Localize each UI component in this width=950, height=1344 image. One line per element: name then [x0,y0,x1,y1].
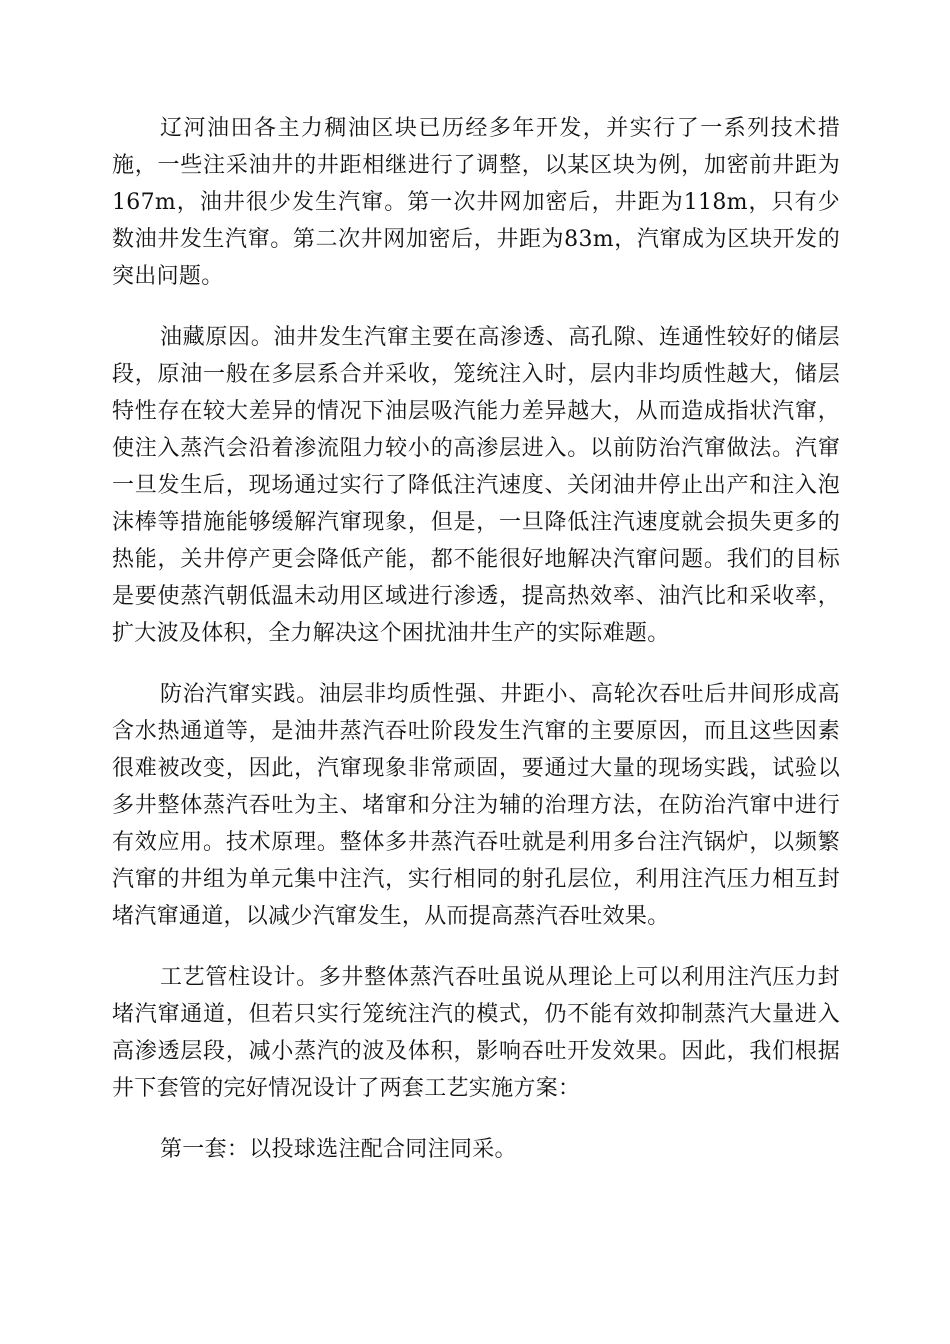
paragraph-plan-one: 第一套：以投球选注配合同注同采。 [160,1137,517,1162]
paragraph-intro: 辽河油田各主力稠油区块已历经多年开发，并实行了一系列技术措施，一些注采油井的井距相继进行了调整，以某区块为例，加密前井距为167m，油井很少发生汽窜。第一次井网加密后，井距为118m，只有少数油井发生汽窜。第二次井网加密后，井距为83m，汽窜成为区块开发的突出问题。 [112,116,840,289]
paragraph-reservoir-causes: 油藏原因。油井发生汽窜主要在高渗透、高孔隙、连通性较好的储层段，原油一般在多层系合并采收，笼统注入时，层内非均质性越大，储层特性存在较大差异的情况下油层吸汽能力差异越大，从而造成指状汽窜，使注入蒸汽会沿着渗流阻力较小的高渗层进入。以前防治汽窜做法。汽窜一旦发生后，现场通过实行了降低注汽速度、关闭油井停止出产和注入泡沫棒等措施能够缓解汽窜现象，但是，一旦降低注汽速度就会损失更多的热能，关井停产更会降低产能，都不能很好地解决汽窜问题。我们的目标是要使蒸汽朝低温未动用区域进行渗透，提高热效率、油汽比和采收率，扩大波及体积，全力解决这个困扰油井生产的实际难题。 [112,325,840,646]
document-body [112,110,840,1192]
paragraph-string-design: 工艺管柱设计。多井整体蒸汽吞吐虽说从理论上可以利用注汽压力封堵汽窜通道，但若只实行笼统注汽的模式，仍不能有效抑制蒸汽大量进入高渗透层段，减小蒸汽的波及体积，影响吞吐开发效果。因此，我们根据井下套管的完好情况设计了两套工艺实施方案： [112,965,840,1101]
paragraph-prevention-practice: 防治汽窜实践。油层非均质性强、井距小、高轮次吞吐后井间形成高含水热通道等，是油井蒸汽吞吐阶段发生汽窜的主要原因，而且这些因素很难被改变，因此，汽窜现象非常顽固，要通过大量的现场实践，试验以多井整体蒸汽吞吐为主、堵窜和分注为辅的治理方法，在防治汽窜中进行有效应用。技术原理。整体多井蒸汽吞吐就是利用多台注汽锅炉，以频繁汽窜的井组为单元集中注汽，实行相同的射孔层位，利用注汽压力相互封堵汽窜通道，以减少汽窜发生，从而提高蒸汽吞吐效果。 [112,682,840,929]
